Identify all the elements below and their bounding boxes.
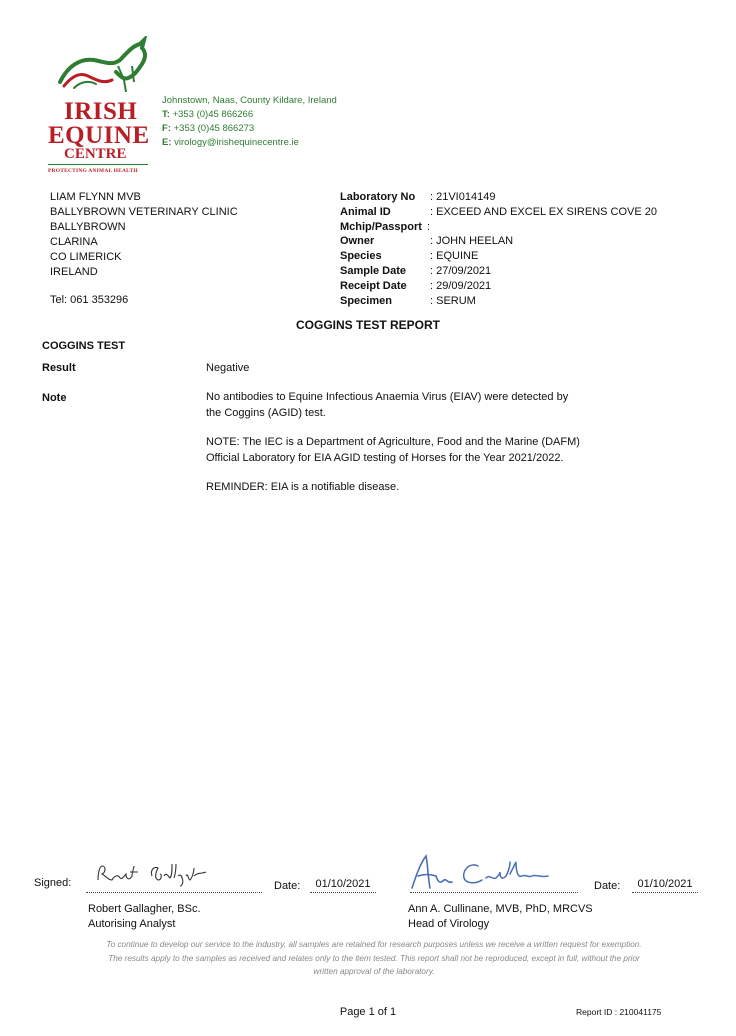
phone-value: +353 (0)45 866266 bbox=[172, 109, 254, 120]
logo-equine-text: EQUINE bbox=[48, 122, 150, 149]
detail-value: : JOHN HEELAN bbox=[430, 235, 514, 248]
client-address-line: CLARINA bbox=[50, 236, 98, 248]
detail-label: Sample Date bbox=[340, 264, 407, 277]
client-address bbox=[50, 190, 238, 280]
email-label: E: bbox=[162, 137, 172, 148]
detail-row bbox=[340, 220, 657, 235]
lab-details bbox=[340, 190, 657, 308]
detail-value: : EQUINE bbox=[430, 250, 479, 263]
detail-row bbox=[340, 234, 657, 249]
signer-2 bbox=[408, 902, 593, 932]
date-value-1: 01/10/2021 bbox=[310, 878, 376, 893]
detail-label: Animal ID bbox=[340, 205, 391, 218]
fax-line bbox=[162, 122, 337, 136]
note-text bbox=[206, 390, 586, 510]
report-title: COGGINS TEST REPORT bbox=[295, 318, 440, 332]
lab-address: Johnstown, Naas, County Kildare, Ireland bbox=[162, 95, 337, 106]
client-address-line: IRELAND bbox=[50, 266, 98, 278]
note-label: Note bbox=[42, 392, 67, 404]
client-address-line: BALLYBROWN VETERINARY CLINIC bbox=[50, 206, 238, 218]
date-value-2: 01/10/2021 bbox=[632, 878, 698, 893]
detail-label: Owner bbox=[340, 235, 375, 248]
note-paragraph: No antibodies to Equine Infectious Anaemia Virus (EIAV) were detected by the Coggins (AGID) test. bbox=[206, 391, 569, 419]
client-address-line: LIAM FLYNN MVB bbox=[50, 191, 141, 203]
result-label: Result bbox=[42, 362, 76, 374]
note-paragraph: NOTE: The IEC is a Department of Agriculture, Food and the Marine (DAFM) Official Laboratory for EIA AGID testing of Horses for the Year 2021/2022. bbox=[206, 436, 580, 464]
signer-1-role: Autorising Analyst bbox=[88, 918, 176, 930]
irish-equine-centre-logo bbox=[46, 36, 150, 176]
signer-1-name: Robert Gallagher, BSc. bbox=[88, 903, 201, 915]
phone-label: T: bbox=[162, 109, 170, 120]
report-id: Report ID : 210041175 bbox=[576, 1007, 662, 1017]
detail-value: : SERUM bbox=[430, 294, 476, 307]
signer-2-role: Head of Virology bbox=[408, 918, 490, 930]
detail-label: Specimen bbox=[340, 294, 392, 307]
email-line bbox=[162, 136, 337, 150]
note-paragraph: REMINDER: EIA is a notifiable disease. bbox=[206, 481, 400, 493]
page-number: Page 1 of 1 bbox=[339, 1006, 397, 1018]
horse-logo-icon bbox=[54, 36, 150, 96]
disclaimer-line: The results apply to the samples as received and relates only to the item tested. This report shall not be reproduced, except in full, without the prior bbox=[108, 953, 640, 963]
detail-label: Laboratory No bbox=[340, 191, 416, 203]
logo-tagline: PROTECTING ANIMAL HEALTH bbox=[48, 168, 138, 174]
detail-label: Mchip/Passport bbox=[340, 220, 422, 233]
phone-line bbox=[162, 108, 337, 122]
date-label-1: Date: bbox=[274, 880, 301, 892]
detail-value: : 27/09/2021 bbox=[430, 264, 492, 277]
fax-label: F: bbox=[162, 123, 171, 134]
disclaimer bbox=[72, 938, 676, 979]
detail-row bbox=[340, 249, 657, 264]
detail-row bbox=[340, 205, 657, 220]
detail-value: : 21VI014149 bbox=[430, 191, 496, 203]
detail-row bbox=[340, 279, 657, 294]
email-value[interactable]: virology@irishequinecentre.ie bbox=[174, 137, 299, 148]
disclaimer-line: To continue to develop our service to the industry, all samples are retained for research purposes unless we receive a written request for exemption. bbox=[106, 940, 642, 949]
client-address-line: CO LIMERICK bbox=[50, 251, 122, 263]
signer-1 bbox=[88, 902, 201, 932]
signature-line-1 bbox=[86, 878, 262, 893]
detail-row bbox=[340, 190, 657, 205]
logo-centre-text: CENTRE bbox=[64, 146, 127, 162]
client-tel: Tel: 061 353296 bbox=[50, 294, 129, 306]
client-address-line: BALLYBROWN bbox=[50, 221, 126, 233]
detail-value: : 29/09/2021 bbox=[430, 279, 492, 292]
lab-contact bbox=[162, 94, 337, 150]
signer-2-name: Ann A. Cullinane, MVB, PhD, MRCVS bbox=[408, 903, 593, 915]
disclaimer-line: written approval of the laboratory. bbox=[313, 967, 435, 976]
detail-value: : bbox=[427, 220, 431, 233]
detail-row bbox=[340, 264, 657, 279]
detail-value: : EXCEED AND EXCEL EX SIRENS COVE 20 bbox=[430, 205, 658, 218]
signed-label: Signed: bbox=[34, 877, 72, 889]
signature-line-2 bbox=[410, 876, 578, 893]
logo-irish-text: IRISH bbox=[64, 98, 138, 125]
detail-row bbox=[340, 294, 657, 309]
section-title: COGGINS TEST bbox=[42, 340, 126, 352]
detail-label: Species bbox=[340, 250, 382, 263]
detail-label: Receipt Date bbox=[340, 279, 407, 292]
fax-value: +353 (0)45 866273 bbox=[173, 123, 255, 134]
date-label-2: Date: bbox=[594, 880, 621, 892]
logo-divider bbox=[48, 164, 148, 165]
result-value: Negative bbox=[206, 362, 250, 374]
